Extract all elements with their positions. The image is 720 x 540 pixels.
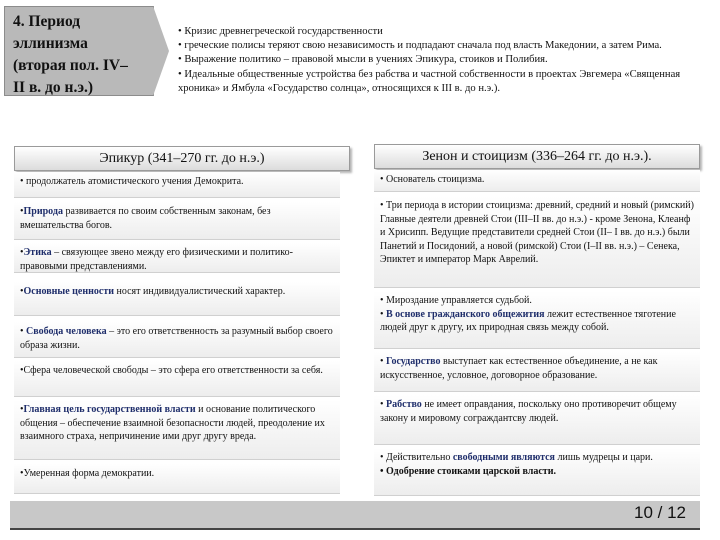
card-rest: – это его ответственность за разумный выбор своего образа жизни.	[20, 326, 333, 351]
card-text: • В основе гражданского общежития лежит естественное тяготение людей друг к другу, их природная связь между собой.	[380, 308, 676, 334]
card-rest: не имеет оправдания, поскольку оно противоречит общему закону и мировому сограждантсву людей.	[380, 399, 677, 424]
keyword: Главная цель государственной власти	[23, 404, 196, 415]
card-text: • Три периода в истории стоицизма: древний, средний и новый (римский) Главные деятели древней Стои (III–II вв. до н.э.) - кроме Зенона, Клеанф и Хрисипп. Ведущие представители средней Стои (II– I вв. до н.э.) были Панетий и Посидоний, а новой (римской) Стои (I–II вв. н.э.) – Сенека, Эпиктет и император Марк Аврелий.	[380, 200, 694, 266]
period-title-line: (вторая пол. IV–	[13, 57, 128, 74]
keyword: Этика	[23, 247, 52, 258]
epicurus-card	[14, 202, 340, 240]
keyword: Основные ценности	[23, 286, 114, 297]
epicurus-column	[14, 172, 340, 497]
card-text: •Сфера человеческой свободы – это сфера его ответственности за себя.	[20, 365, 323, 376]
page-number: 10 / 12	[634, 503, 686, 522]
period-title-box	[4, 6, 154, 96]
zeno-card	[374, 395, 700, 445]
intro-line: • Идеальные общественные устройства без рабства и частной собственности в проектах Эвгемера «Священная хроника» и Ямбула «Государство солнца», относящихся к III в. до н.э.).	[178, 68, 681, 94]
zeno-card	[374, 448, 700, 496]
period-title-line: эллинизма	[13, 35, 88, 52]
period-title-line: 4. Период	[13, 13, 81, 30]
epicurus-card	[14, 282, 340, 316]
epicurus-header: Эпикур (341–270 гг. до н.э.)	[14, 146, 350, 171]
card-text: •Природа развивается по своим собственным законам, без вмешательства богов.	[20, 206, 271, 231]
keyword: Природа	[23, 206, 63, 217]
zeno-card	[374, 352, 700, 392]
keyword: Рабство	[386, 399, 422, 410]
zeno-header: Зенон и стоицизм (336–264 гг. до н.э.).	[374, 144, 700, 169]
card-rest: развивается по своим собственным законам, без вмешательства богов.	[20, 206, 271, 231]
epicurus-card	[14, 172, 340, 198]
chevron-arrow-icon	[153, 6, 169, 96]
keyword: Свобода человека	[26, 326, 107, 337]
epicurus-card	[14, 322, 340, 358]
card-text: • Рабство не имеет оправдания, поскольку оно противоречит общему закону и мировому сограждантсву людей.	[380, 399, 677, 424]
intro-line: • греческие полисы теряют свою независимость и подпадают сначала под власть Македонии, а затем Рима.	[178, 40, 662, 52]
card-text: • Основатель стоицизма.	[380, 174, 485, 185]
intro-line: • Кризис древнегреческой государственности	[178, 26, 383, 37]
card-text: • Свобода человека – это его ответственность за разумный выбор своего образа жизни.	[20, 326, 333, 351]
card-text: •Умеренная форма демократии.	[20, 468, 155, 479]
card-rest: – связующее звено между его физическими и политико-правовыми представлениями.	[20, 247, 293, 272]
card-text	[380, 451, 694, 465]
card-text: •Основные ценности носят индивидуалистический характер.	[20, 286, 286, 297]
intro-line: • Выражение политико – правовой мысли в учениях Эпикура, стоиков и Полибия.	[178, 54, 548, 66]
card-rest: выступает как естественное объединение, а не как искусственное, условное, договорное образование.	[380, 356, 658, 381]
epicurus-card	[14, 361, 340, 397]
zeno-card	[374, 170, 700, 192]
card-rest: лишь мудрецы и цари.	[554, 452, 653, 463]
card-text: • продолжатель атомистического учения Демокрита.	[20, 176, 244, 187]
keyword: В основе гражданского общежития	[386, 308, 545, 320]
card-text: • Государство выступает как естественное объединение, а не как искусственное, условное, договорное образование.	[380, 356, 658, 381]
card-text: • Одобрение стоиками царской власти.	[380, 465, 556, 477]
card-pre: • Действительно	[380, 452, 453, 463]
keyword: Государство	[386, 356, 441, 367]
intro-text	[178, 25, 698, 96]
epicurus-card	[14, 464, 340, 494]
period-title-line: II в. до н.э.)	[13, 79, 94, 96]
footer-bar	[10, 501, 700, 530]
card-text: •Этика – связующее звено между его физическими и политико-правовыми представлениями.	[20, 247, 293, 272]
zeno-card	[374, 196, 700, 288]
card-rest: и основание политического общения – обеспечение взаимной безопасности людей, преодоление их взаимного страха, непричинение ими друг другу вреда.	[20, 404, 325, 443]
zeno-card	[374, 291, 700, 349]
epicurus-card	[14, 243, 340, 273]
keyword: свободными являются	[452, 452, 555, 463]
epicurus-card	[14, 400, 340, 460]
card-text: •Главная цель государственной власти и основание политического общения – обеспечение взаимной безопасности людей, преодоление их взаимного страха, непричинение ими друг другу вреда.	[20, 404, 325, 443]
card-rest: лежит естественное тяготение людей друг к другу, их природная связь между собой.	[380, 308, 676, 334]
zeno-column	[374, 170, 700, 498]
card-text: • Мироздание управляется судьбой.	[380, 295, 532, 306]
card-rest: носят индивидуалистический характер.	[114, 286, 286, 297]
